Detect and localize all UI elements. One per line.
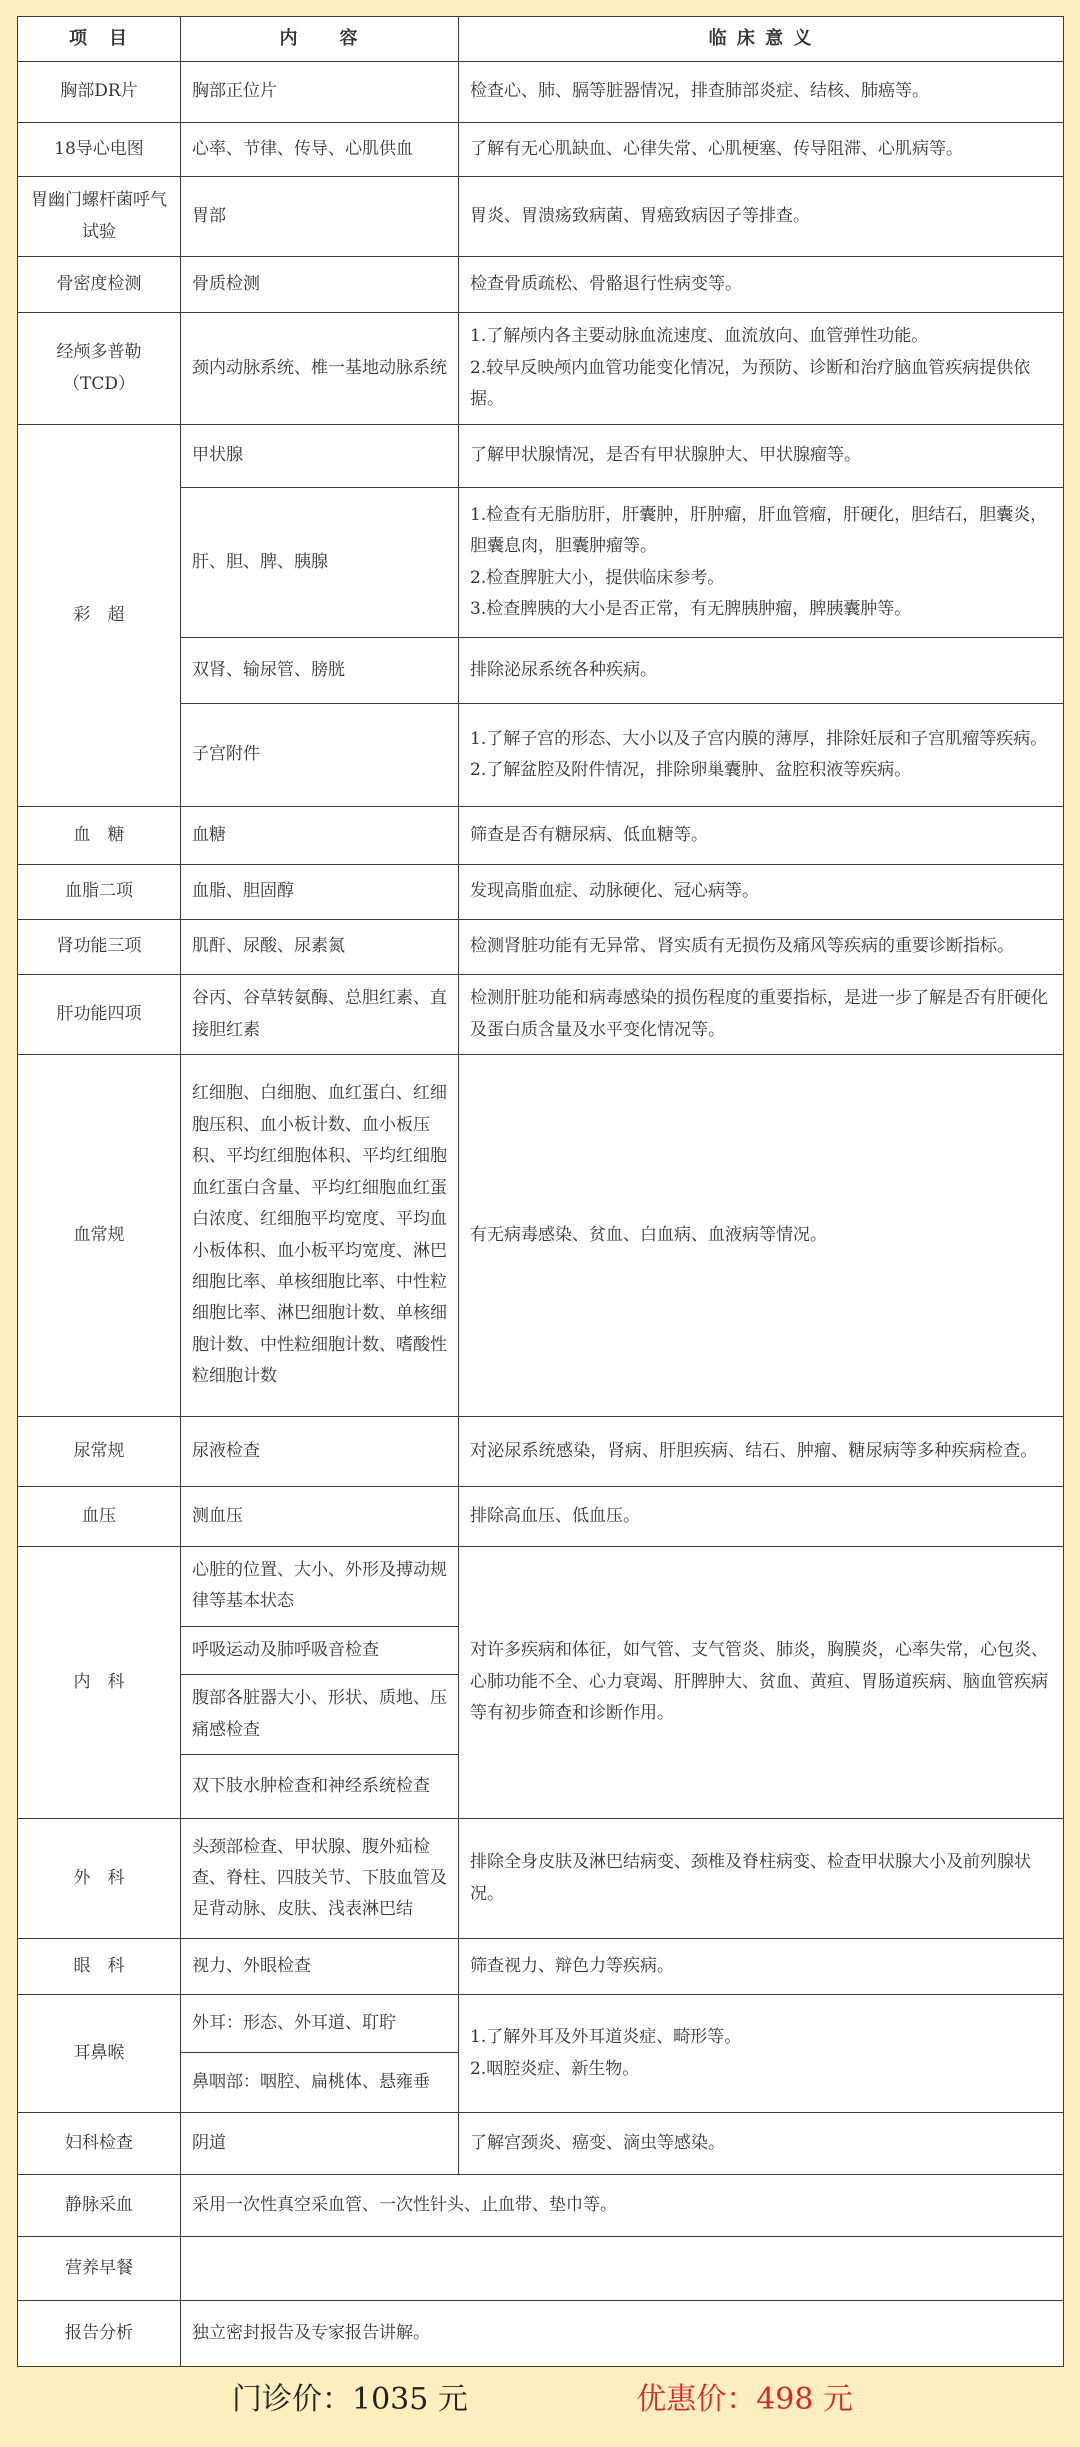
content-cell: 头颈部检查、甲状腺、腹外疝检查、脊柱、四肢关节、下肢血管及足背动脉、皮肤、浅表淋巴结	[181, 1819, 459, 1939]
content-cell: 谷丙、谷草转氨酶、总胆红素、直接胆红素	[181, 975, 459, 1055]
item-cell: 彩 超	[18, 425, 181, 807]
content-cell: 腹部各脏器大小、形状、质地、压痛感检查	[181, 1675, 459, 1755]
table-row	[18, 1819, 1064, 1939]
content-cell: 视力、外眼检查	[181, 1939, 459, 1995]
content-cell: 血脂、胆固醇	[181, 865, 459, 920]
meaning-cell: 了解甲状腺情况，是否有甲状腺肿大、甲状腺瘤等。	[459, 425, 1064, 488]
item-cell: 血 糖	[18, 807, 181, 865]
item-cell: 胸部DR片	[18, 62, 181, 123]
meaning-cell: 检查心、肺、膈等脏器情况，排查肺部炎症、结核、肺癌等。	[459, 62, 1064, 123]
meaning-cell: 了解有无心肌缺血、心律失常、心肌梗塞、传导阻滞、心肌病等。	[459, 123, 1064, 177]
meaning-cell: 排除泌尿系统各种疾病。	[459, 638, 1064, 704]
content-cell: 红细胞、白细胞、血红蛋白、红细胞压积、血小板计数、血小板压积、平均红细胞体积、平均红细胞血红蛋白含量、平均红细胞血红蛋白浓度、红细胞平均宽度、平均血小板体积、血小板平均宽度、淋巴细胞比率、单核细胞比率、中性粒细胞比率、淋巴细胞计数、单核细胞计数、中性粒细胞计数、嗜酸性粒细胞计数	[181, 1055, 459, 1417]
content-cell: 测血压	[181, 1487, 459, 1547]
item-cell: 血脂二项	[18, 865, 181, 920]
table-row	[18, 2113, 1064, 2175]
content-cell: 胃部	[181, 177, 459, 257]
table-row	[18, 123, 1064, 177]
item-cell: 血压	[18, 1487, 181, 1547]
item-cell: 肾功能三项	[18, 920, 181, 975]
meaning-cell: 胃炎、胃溃疡致病菌、胃癌致病因子等排查。	[459, 177, 1064, 257]
content-cell: 鼻咽部：咽腔、扁桃体、悬雍垂	[181, 2053, 459, 2113]
meaning-cell: 对许多疾病和体征，如气管、支气管炎、肺炎，胸膜炎，心率失常，心包炎、心肺功能不全、心力衰竭、肝脾肿大、贫血、黄疸、胃肠道疾病、脑血管疾病等有初步筛查和诊断作用。	[459, 1547, 1064, 1819]
meaning-cell: 筛查是否有糖尿病、低血糖等。	[459, 807, 1064, 865]
header-content: 内 容	[181, 17, 459, 62]
content-cell: 心脏的位置、大小、外形及搏动规律等基本状态	[181, 1547, 459, 1627]
content-cell: 双肾、输尿管、膀胱	[181, 638, 459, 704]
table-row	[18, 2237, 1064, 2301]
item-cell: 经颅多普勒（TCD）	[18, 313, 181, 425]
item-cell: 静脉采血	[18, 2175, 181, 2237]
item-cell: 18导心电图	[18, 123, 181, 177]
item-cell: 眼 科	[18, 1939, 181, 1995]
item-cell: 外 科	[18, 1819, 181, 1939]
meaning-cell: 排除全身皮肤及淋巴结病变、颈椎及脊柱病变、检查甲状腺大小及前列腺状况。	[459, 1819, 1064, 1939]
price-footer	[17, 2355, 1063, 2437]
table-row	[18, 975, 1064, 1055]
meaning-cell: 检测肝脏功能和病毒感染的损伤程度的重要指标，是进一步了解是否有肝硬化及蛋白质含量及水平变化情况等。	[459, 975, 1064, 1055]
table-row	[18, 865, 1064, 920]
meaning-cell: 1.检查有无脂肪肝，肝囊肿，肝肿瘤，肝血管瘤，肝硬化，胆结石，胆囊炎，胆囊息肉，胆囊肿瘤等。 2.检查脾脏大小，提供临床参考。 3.检查脾胰的大小是否正常，有无脾胰肿瘤，脾胰囊肿等。	[459, 488, 1064, 638]
meaning-cell: 1.了解外耳及外耳道炎症、畸形等。 2.咽腔炎症、新生物。	[459, 1995, 1064, 2113]
content-cell: 肌酐、尿酸、尿素氮	[181, 920, 459, 975]
meaning-cell: 对泌尿系统感染，肾病、肝胆疾病、结石、肿瘤、糖尿病等多种疾病检查。	[459, 1417, 1064, 1487]
item-cell: 肝功能四项	[18, 975, 181, 1055]
item-cell: 尿常规	[18, 1417, 181, 1487]
table-row	[18, 920, 1064, 975]
content-cell: 采用一次性真空采血管、一次性针头、止血带、垫巾等。	[181, 2175, 1064, 2237]
table-row	[18, 62, 1064, 123]
header-meaning: 临 床 意 义	[459, 17, 1064, 62]
table-row	[18, 1939, 1064, 1995]
discount-price: 优惠价：498 元	[636, 2382, 853, 2417]
item-cell: 内 科	[18, 1547, 181, 1819]
content-cell: 双下肢水肿检查和神经系统检查	[181, 1755, 459, 1819]
item-cell: 妇科检查	[18, 2113, 181, 2175]
item-cell: 营养早餐	[18, 2237, 181, 2301]
header-item: 项 目	[18, 17, 181, 62]
meaning-cell: 了解宫颈炎、癌变、滴虫等感染。	[459, 2113, 1064, 2175]
content-cell: 血糖	[181, 807, 459, 865]
table-header	[18, 17, 1064, 62]
item-cell: 耳鼻喉	[18, 1995, 181, 2113]
meaning-cell: 检查骨质疏松、骨骼退行性病变等。	[459, 257, 1064, 313]
meaning-cell: 检测肾脏功能有无异常、肾实质有无损伤及痛风等疾病的重要诊断指标。	[459, 920, 1064, 975]
checkup-table	[17, 16, 1064, 2367]
content-cell: 肝、胆、脾、胰腺	[181, 488, 459, 638]
item-cell: 血常规	[18, 1055, 181, 1417]
content-cell: 颈内动脉系统、椎一基地动脉系统	[181, 313, 459, 425]
meaning-cell: 发现高脂血症、动脉硬化、冠心病等。	[459, 865, 1064, 920]
content-cell: 尿液检查	[181, 1417, 459, 1487]
content-cell: 胸部正位片	[181, 62, 459, 123]
table-row	[18, 1547, 1064, 1627]
table-row	[18, 807, 1064, 865]
table-row	[18, 1487, 1064, 1547]
content-cell: 外耳：形态、外耳道、耵聍	[181, 1995, 459, 2053]
meaning-cell: 1.了解子宫的形态、大小以及子宫内膜的薄厚，排除妊辰和子宫肌瘤等疾病。 2.了解盆腔及附件情况，排除卵巢囊肿、盆腔积液等疾病。	[459, 704, 1064, 807]
table-row	[18, 177, 1064, 257]
meaning-cell: 排除高血压、低血压。	[459, 1487, 1064, 1547]
meaning-cell: 有无病毒感染、贫血、白血病、血液病等情况。	[459, 1055, 1064, 1417]
meaning-cell: 1.了解颅内各主要动脉血流速度、血流放向、血管弹性功能。 2.较早反映颅内血管功能变化情况，为预防、诊断和治疗脑血管疾病提供依据。	[459, 313, 1064, 425]
content-cell: 独立密封报告及专家报告讲解。	[181, 2301, 1064, 2367]
clinic-price: 门诊价：1035 元	[232, 2382, 468, 2417]
table-row	[18, 1995, 1064, 2053]
item-cell: 骨密度检测	[18, 257, 181, 313]
item-cell: 报告分析	[18, 2301, 181, 2367]
item-cell: 胃幽门螺杆菌呼气试验	[18, 177, 181, 257]
content-cell: 心率、节律、传导、心肌供血	[181, 123, 459, 177]
table-row	[18, 257, 1064, 313]
content-cell: 阴道	[181, 2113, 459, 2175]
content-cell: 呼吸运动及肺呼吸音检查	[181, 1626, 459, 1674]
table-row	[18, 313, 1064, 425]
meaning-cell: 筛查视力、辩色力等疾病。	[459, 1939, 1064, 1995]
table-row	[18, 1055, 1064, 1417]
content-cell: 骨质检测	[181, 257, 459, 313]
table-row	[18, 425, 1064, 488]
content-cell: 子宫附件	[181, 704, 459, 807]
content-cell: 甲状腺	[181, 425, 459, 488]
content-cell	[181, 2237, 1064, 2301]
table-row	[18, 1417, 1064, 1487]
table-row	[18, 2175, 1064, 2237]
